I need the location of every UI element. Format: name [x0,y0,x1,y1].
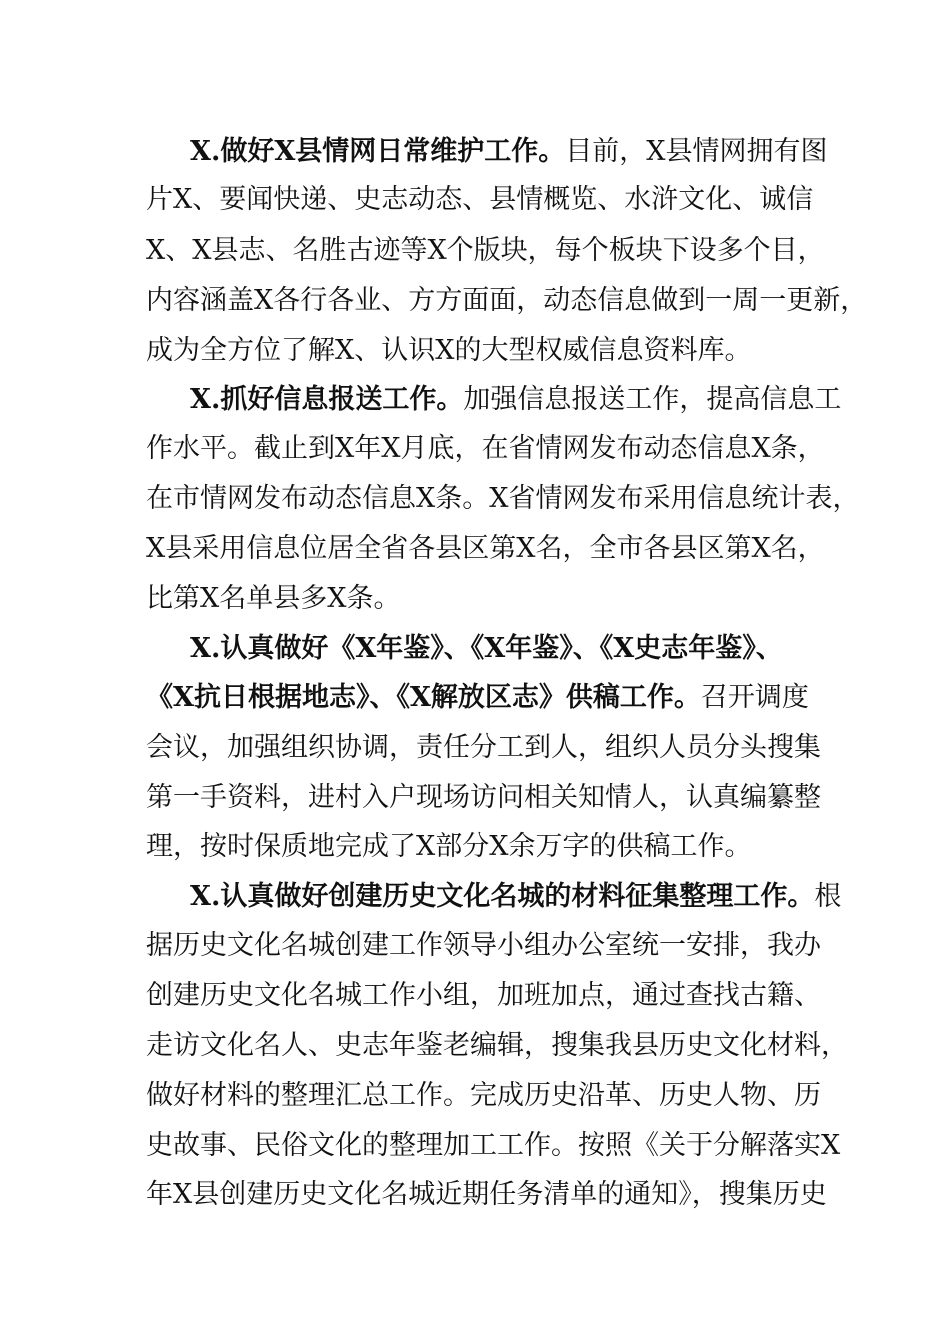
paragraph-1-heading: X.做好X县情网日常维护工作。 [190,136,566,167]
paragraph-4-line-4: 走访文化名人、史志年鉴老编辑，搜集我县历史文化材料， [146,1030,848,1061]
paragraph-3-line-1 [146,680,809,716]
paragraph-4-text: 根 [814,881,842,912]
paragraph-2-line-3: 在市情网发布动态信息X条。X省情网发布采用信息统计表， [146,483,860,514]
paragraph-2-line-4: X县采用信息位居全省各县区第X名，全市各县区第X名， [146,533,825,564]
paragraph-1-text: 目前，X县情网拥有图 [565,136,828,167]
paragraph-1-line-4: 内容涵盖X各行各业、方方面面，动态信息做到一周一更新， [146,285,868,316]
paragraph-1-line-1 [190,134,828,170]
paragraph-1-line-5: 成为全方位了解X、认识X的大型权威信息资料库。 [146,335,752,366]
paragraph-3-line-3: 第一手资料，进村入户现场访问相关知情人，认真编纂整 [146,782,821,813]
paragraph-4-line-1 [190,879,841,915]
paragraph-1-line-2: 片X、要闻快递、史志动态、县情概览、水浒文化、诚信 [146,184,814,215]
paragraph-3-line-2: 会议，加强组织协调，责任分工到人，组织人员分头搜集 [146,732,821,763]
paragraph-1-line-3: X、X县志、名胜古迹等X个版块，每个板块下设多个目， [146,235,825,266]
paragraph-2-line-2: 作水平。截止到X年X月底，在省情网发布动态信息X条， [146,433,825,464]
paragraph-4-line-7: 年X县创建历史文化名城近期任务清单的通知》，搜集历史 [146,1179,827,1210]
paragraph-3-text: 召开调度 [700,682,809,713]
paragraph-3-line-4: 理，按时保质地完成了X部分X余万字的供稿工作。 [146,831,752,862]
paragraph-2-line-5: 比第X名单县多X条。 [146,583,401,614]
paragraph-2-heading: X.抓好信息报送工作。 [190,384,464,415]
paragraph-4-heading: X.认真做好创建历史文化名城的材料征集整理工作。 [190,881,815,912]
paragraph-4-line-5: 做好材料的整理汇总工作。完成历史沿革、历史人物、历 [146,1080,821,1111]
paragraph-2-line-1 [190,382,841,418]
paragraph-4-line-2: 据历史文化名城创建工作领导小组办公室统一安排，我办 [146,930,821,961]
paragraph-4-line-6: 史故事、民俗文化的整理加工工作。按照《关于分解落实X [146,1130,841,1161]
paragraph-3-heading: X.认真做好《X年鉴》、《X年鉴》、《X史志年鉴》、 [190,633,783,664]
paragraph-2-text: 加强信息报送工作，提高信息工 [463,384,842,415]
paragraph-3-heading-cont: 《X抗日根据地志》、《X解放区志》供稿工作。 [146,682,701,713]
paragraph-4-line-3: 创建历史文化名城工作小组，加班加点，通过查找古籍、 [146,980,821,1011]
